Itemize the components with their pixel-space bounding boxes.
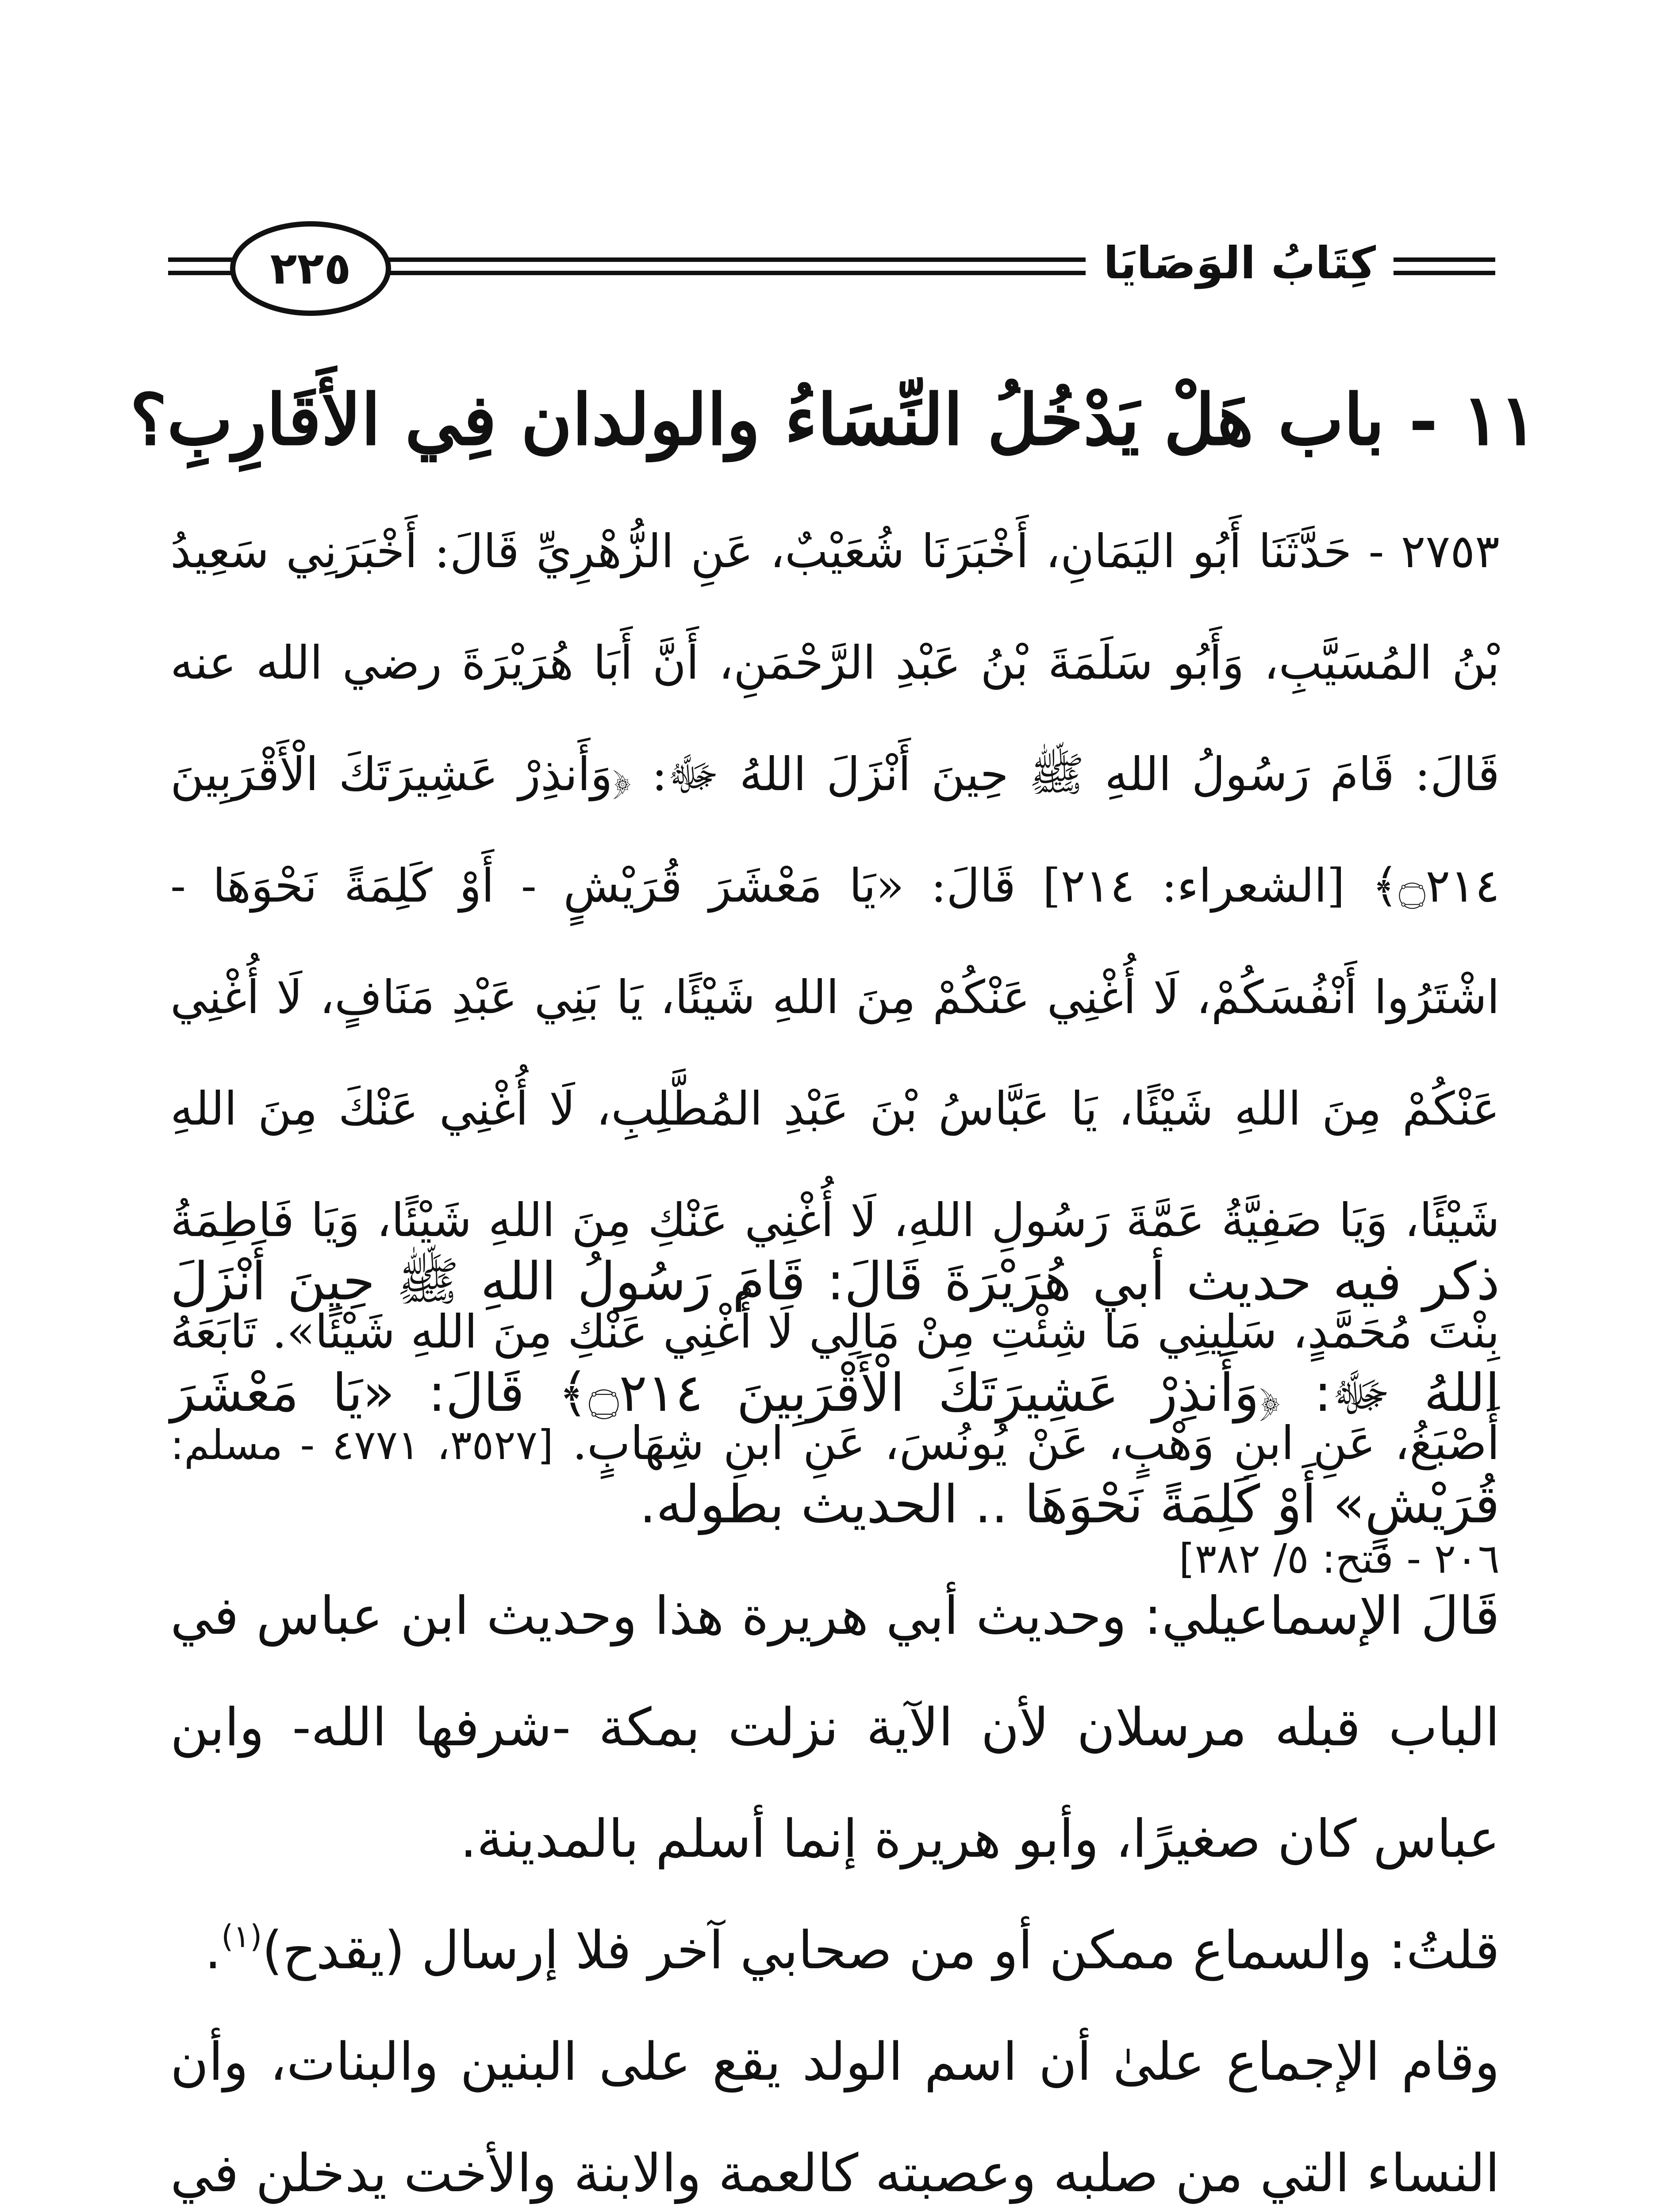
hadith-number: ٢٧٥٣ [1401, 524, 1500, 578]
hadith-references: [٣٥٢٧، ٤٧٧١ - مسلم: ٢٠٦ - فتح: ٥/ ٣٨٢] [170, 1421, 1500, 1582]
commentary-paragraph [170, 1894, 1500, 2006]
footnote-marker: (١) [221, 1918, 262, 1955]
commentary-paragraph-end: . [204, 1920, 222, 1981]
page-number: ٢٢٥ [230, 221, 391, 316]
commentary-paragraph: ذكر فيه حديث أبي هُرَيْرَةَ قَالَ: قَامَ رَسُولُ اللهِ ﷺ حِينَ أَنْزَلَ اللهُ ﷻ: ﴿وَأَنذِرْ عَشِيرَتَكَ الْأَقْرَبِينَ ۝٢١٤﴾ قَالَ: «يَا مَعْشَرَ قُرَيْشٍ» أَوْ كَلِمَةً نَحْوَهَا .. الحديث بطوله. [170, 1251, 1500, 1535]
commentary-paragraph-text: قلتُ: والسماع ممكن أو من صحابي آخر فلا إرسال (يقدح) [262, 1920, 1500, 1981]
header-rule-ornament [1416, 252, 1495, 276]
running-header [168, 221, 1495, 310]
book-title: كِتَابُ الوَصَايَا [1086, 230, 1394, 296]
commentary-paragraph: قَالَ الإسماعيلي: وحديث أبي هريرة هذا وحديث ابن عباس في الباب قبله مرسلان لأن الآية نزلت بمكة -شرفها الله- وابن عباس كان صغيرًا، وأبو هريرة إنما أسلم بالمدينة. [170, 1585, 1500, 1869]
hadith-body: - حَدَّثَنَا أَبُو اليَمَانِ، أَخْبَرَنَا شُعَيْبٌ، عَنِ الزُّهْرِيِّ قَالَ: أَخْبَرَنِي سَعِيدُ بْنُ المُسَيَّبِ، وَأَبُو سَلَمَةَ بْنُ عَبْدِ الرَّحْمَنِ، أَنَّ أَبَا هُرَيْرَةَ رضي الله عنه قَالَ: قَامَ رَسُولُ اللهِ ﷺ حِينَ أَنْزَلَ اللهُ ﷻ: ﴿وَأَنذِرْ عَشِيرَتَكَ الْأَقْرَبِينَ ۝٢١٤﴾ [الشعراء: ٢١٤] قَالَ: «يَا مَعْشَرَ قُرَيْشٍ - أَوْ كَلِمَةً نَحْوَهَا - اشْتَرُوا أَنْفُسَكُمْ، لَا أُغْنِي عَنْكُمْ مِنَ اللهِ شَيْئًا، يَا بَنِي عَبْدِ مَنَافٍ، لَا أُغْنِي عَنْكُمْ مِنَ اللهِ شَيْئًا، يَا عَبَّاسُ بْنَ عَبْدِ المُطَّلِبِ، لَا أُغْنِي عَنْكَ مِنَ اللهِ شَيْئًا، وَيَا صَفِيَّةُ عَمَّةَ رَسُولِ اللهِ، لَا أُغْنِي عَنْكِ مِنَ اللهِ شَيْئًا، وَيَا فَاطِمَةُ بِنْتَ مُحَمَّدٍ، سَلِينِي مَا شِئْتِ مِنْ مَالِي لَا أُغْنِي عَنْكِ مِنَ اللهِ شَيْئًا». تَابَعَهُ أَصْبَغُ، عَنِ ابنِ وَهْبٍ، عَنْ يُونُسَ، عَنِ ابنِ شِهَابٍ. [170, 524, 1500, 1470]
chapter-heading: ١١ - باب هَلْ يَدْخُلُ النِّسَاءُ والولدان فِي الأَقَارِبِ؟ [130, 379, 1537, 461]
commentary-paragraph: وقام الإجماع علىٰ أن اسم الولد يقع على البنين والبنات، وأن النساء التي من صلبه وعصبته كالعمة والابنة والأخت يدخلن في [170, 2031, 1500, 2204]
commentary-block [170, 1225, 1500, 2212]
